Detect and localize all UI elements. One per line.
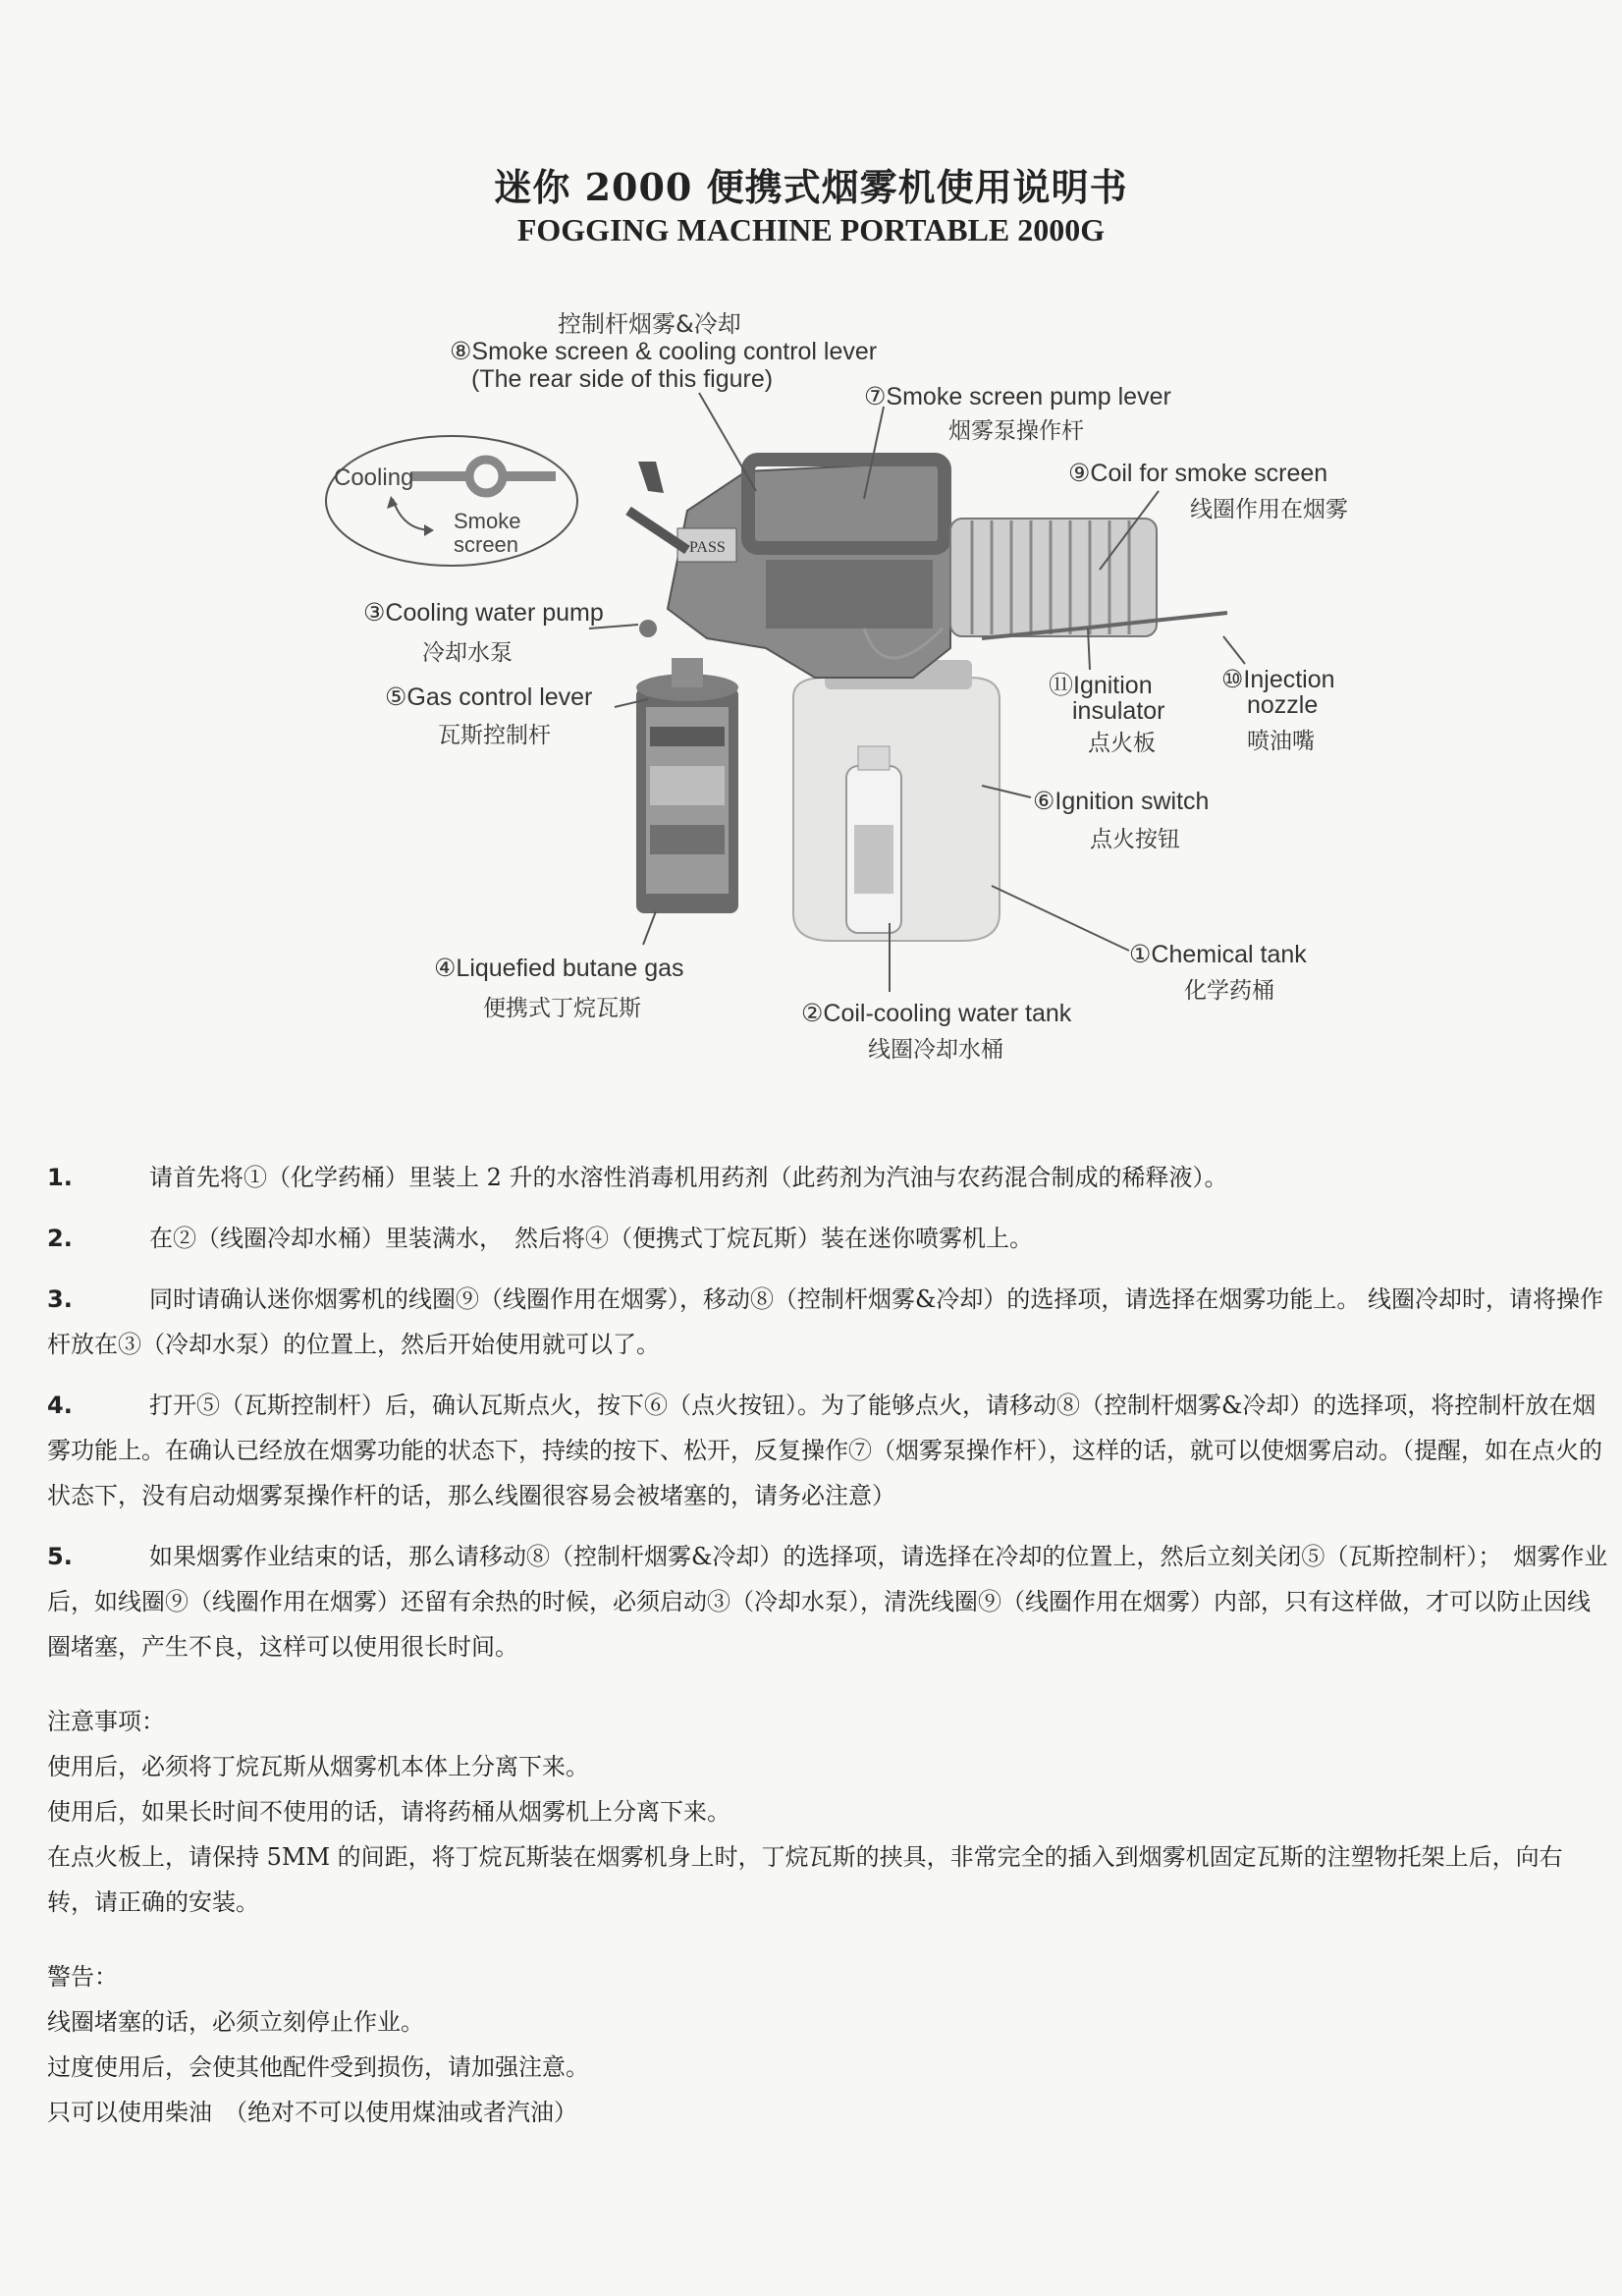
cooling-smoke-inset bbox=[326, 436, 577, 566]
label-10-en-1: ⑩Injection bbox=[1221, 666, 1335, 693]
step-number: 2. bbox=[47, 1225, 73, 1252]
label-10-en-2: nozzle bbox=[1247, 691, 1319, 719]
label-9-en: ⑨Coil for smoke screen bbox=[1068, 460, 1328, 487]
label-1-cn: 化学药桶 bbox=[1184, 978, 1274, 1004]
label-4-en: ④Liquefied butane gas bbox=[434, 955, 684, 982]
label-2-cn: 线圈冷却水桶 bbox=[868, 1037, 1003, 1063]
label-8-note: (The rear side of this figure) bbox=[471, 365, 774, 393]
title-chinese: 迷你 2000 便携式烟雾机使用说明书 bbox=[494, 165, 1128, 209]
note-item: 使用后，如果长时间不使用的话，请将药桶从烟雾机上分离下来。 bbox=[47, 1798, 730, 1826]
label-11-en-1: ⑪Ignition bbox=[1049, 672, 1153, 699]
label-9-cn: 线圈作用在烟雾 bbox=[1190, 497, 1348, 522]
step-number: 3. bbox=[47, 1285, 73, 1313]
label-11-en-2: insulator bbox=[1072, 697, 1165, 725]
label-6-cn: 点火按钮 bbox=[1090, 827, 1180, 852]
step-2 bbox=[47, 1216, 1608, 1261]
title-english: FOGGING MACHINE PORTABLE 2000G bbox=[516, 212, 1106, 247]
warning-item: 只可以使用柴油 （绝对不可以使用煤油或者汽油） bbox=[47, 2099, 577, 2126]
step-3 bbox=[47, 1277, 1608, 1367]
label-4-cn: 便携式丁烷瓦斯 bbox=[483, 996, 641, 1021]
step-number: 5. bbox=[47, 1543, 73, 1570]
step-number: 4. bbox=[47, 1392, 73, 1419]
step-text: 打开⑤（瓦斯控制杆）后，确认瓦斯点火，按下⑥（点火按钮）。为了能够点火，请移动⑧（控制杆烟雾&冷却）的选择项，将控制杆放在烟雾功能上。在确认已经放在烟雾功能的状态下，持续的按下、松开，反复操作⑦（烟雾泵操作杆），这样的话，就可以使烟雾启动。（提醒，如在点火的状态下，没有启动烟雾泵操作杆的话，那么线圈很容易会被堵塞的，请务必注意） bbox=[47, 1392, 1602, 1509]
label-8-en: ⑧Smoke screen & cooling control lever bbox=[450, 338, 878, 365]
note-item: 使用后，必须将丁烷瓦斯从烟雾机本体上分离下来。 bbox=[47, 1753, 589, 1780]
label-5-cn: 瓦斯控制杆 bbox=[438, 723, 551, 748]
label-3-en: ③Cooling water pump bbox=[363, 599, 604, 627]
notes-section bbox=[47, 1699, 1598, 2135]
instruction-steps bbox=[47, 1155, 1608, 1685]
label-2-en: ②Coil-cooling water tank bbox=[801, 1000, 1072, 1027]
machine-body-illustration bbox=[628, 460, 1227, 678]
step-text: 如果烟雾作业结束的话，那么请移动⑧（控制杆烟雾&冷却）的选择项，请选择在冷却的位置上，然后立刻关闭⑤（瓦斯控制杆）； 烟雾作业后，如线圈⑨（线圈作用在烟雾）还留有余热的时候，必须启动③（冷却水泵），清洗线圈⑨（线圈作用在烟雾）内部，只有这样做，才可以防止因线圈堵塞，产生不良，这样可以使用很长时间。 bbox=[47, 1543, 1608, 1661]
chemical-tank-illustration bbox=[793, 660, 1000, 941]
label-11-cn: 点火板 bbox=[1088, 731, 1156, 756]
inset-cooling-label: Cooling bbox=[334, 465, 414, 491]
warning-heading: 警告： bbox=[47, 1963, 118, 1991]
label-7-en: ⑦Smoke screen pump lever bbox=[864, 383, 1171, 410]
label-6-en: ⑥Ignition switch bbox=[1033, 788, 1210, 815]
inset-smoke-label: Smoke bbox=[454, 509, 521, 533]
inset-screen-label: screen bbox=[454, 532, 519, 557]
warning-item: 过度使用后，会使其他配件受到损伤，请加强注意。 bbox=[47, 2053, 589, 2081]
step-text: 在②（线圈冷却水桶）里装满水， 然后将④（便携式丁烷瓦斯）装在迷你喷雾机上。 bbox=[149, 1225, 1033, 1252]
step-text: 请首先将①（化学药桶）里装上 2 升的水溶性消毒机用药剂（此药剂为汽油与农药混合制成的稀释液）。 bbox=[149, 1164, 1228, 1191]
pass-plate-label: PASS bbox=[689, 539, 726, 556]
label-7-cn: 烟雾泵操作杆 bbox=[948, 418, 1084, 444]
step-number: 1. bbox=[47, 1164, 73, 1191]
note-item: 在点火板上，请保持 5MM 的间距，将丁烷瓦斯装在烟雾机身上时，丁烷瓦斯的挟具，非常完全的插入到烟雾机固定瓦斯的注塑物托架上后，向右转，请正确的安装。 bbox=[47, 1843, 1563, 1916]
step-4 bbox=[47, 1383, 1608, 1518]
label-1-en: ①Chemical tank bbox=[1129, 941, 1307, 968]
step-1 bbox=[47, 1155, 1608, 1200]
label-5-en: ⑤Gas control lever bbox=[385, 683, 593, 711]
label-10-cn: 喷油嘴 bbox=[1247, 729, 1315, 754]
step-5 bbox=[47, 1534, 1608, 1669]
label-3-cn: 冷却水泵 bbox=[422, 640, 513, 666]
warning-item: 线圈堵塞的话，必须立刻停止作业。 bbox=[47, 2008, 424, 2036]
notes-heading: 注意事项： bbox=[47, 1708, 165, 1735]
fogging-machine-diagram bbox=[0, 0, 1622, 1100]
label-8-cn: 控制杆烟雾&冷却 bbox=[558, 310, 741, 338]
butane-canister-illustration bbox=[636, 658, 738, 913]
step-text: 同时请确认迷你烟雾机的线圈⑨（线圈作用在烟雾），移动⑧（控制杆烟雾&冷却）的选择项，请选择在烟雾功能上。 线圈冷却时，请将操作杆放在③（冷却水泵）的位置上，然后开始使用就可以了。 bbox=[47, 1285, 1603, 1358]
